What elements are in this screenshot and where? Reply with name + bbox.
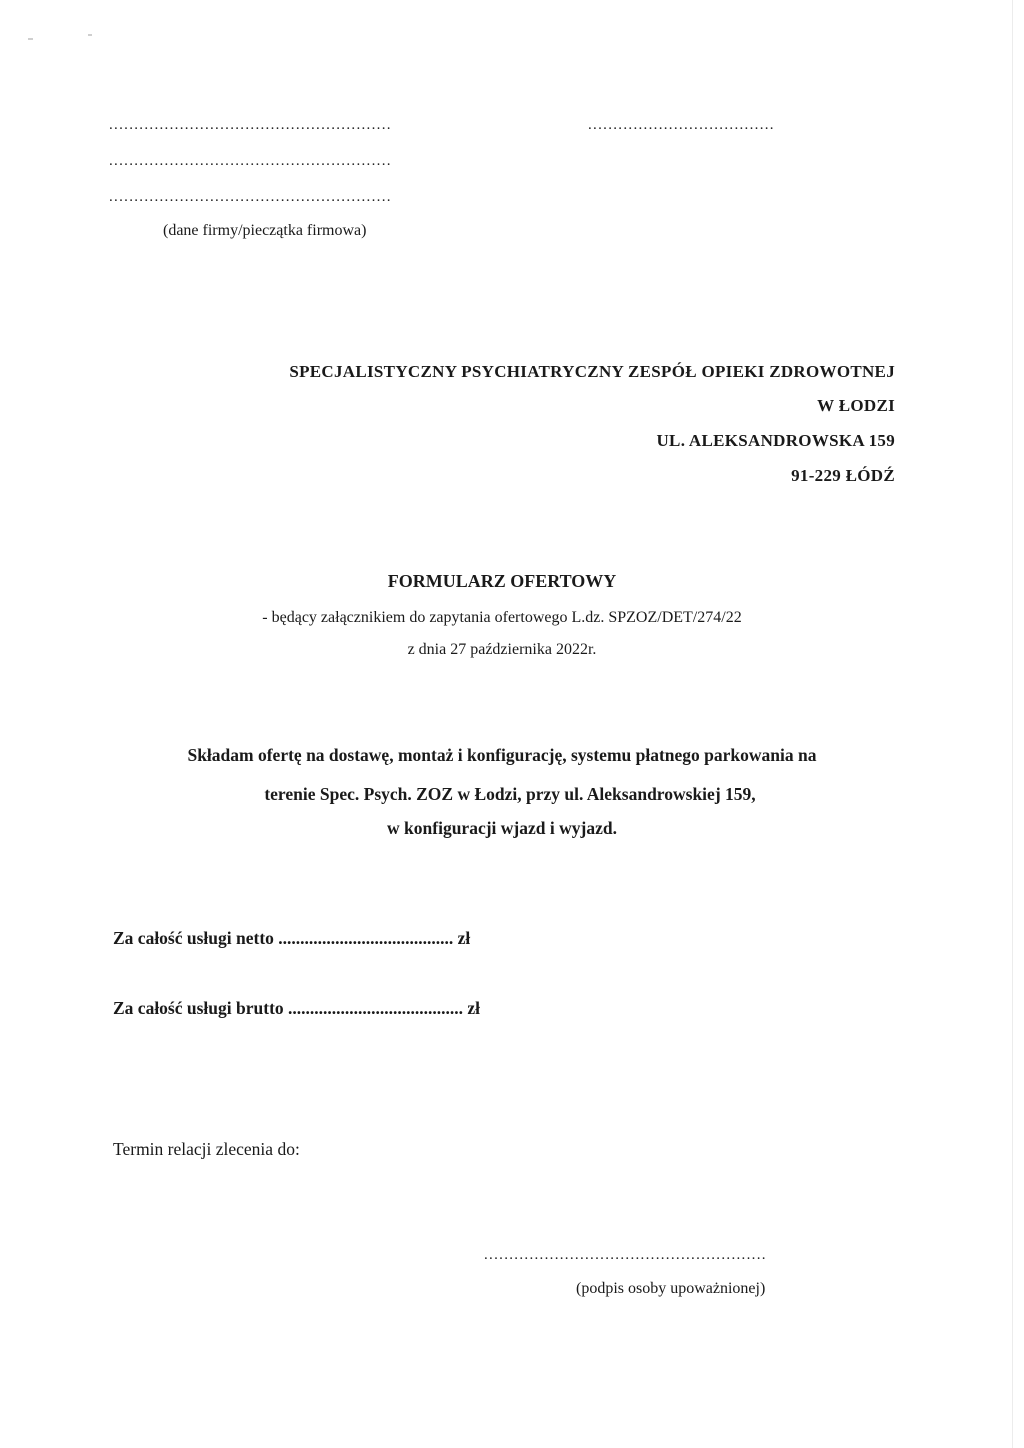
price-netto-line: Za całość usługi netto ........................................ zł: [113, 928, 471, 948]
company-caption: (dane firmy/pieczątka firmowa): [163, 222, 367, 239]
company-dots-line-3: ........................................................: [109, 189, 392, 205]
recipient-name: SPECJALISTYCZNY PSYCHIATRYCZNY ZESPÓŁ OPIEKI ZDROWOTNEJ: [289, 362, 895, 381]
recipient-city: W ŁODZI: [817, 396, 895, 415]
price-brutto-line: Za całość usługi brutto ........................................ zł: [113, 998, 481, 1018]
offer-line-2: terenie Spec. Psych. ZOZ w Łodzi, przy ul. Aleksandrowskiej 159,: [264, 784, 756, 804]
form-title: FORMULARZ OFERTOWY: [387, 571, 617, 591]
offer-line-3: w konfiguracji wjazd i wyjazd.: [387, 818, 617, 838]
recipient-postal: 91-229 ŁÓDŹ: [791, 466, 895, 485]
scan-edge-right: [1012, 0, 1013, 1448]
form-subtitle-2: z dnia 27 października 2022r.: [407, 641, 597, 658]
signature-dots: ........................................................: [484, 1247, 767, 1263]
deadline-label: Termin relacji zlecenia do:: [113, 1139, 300, 1159]
signature-caption: (podpis osoby upoważnionej): [576, 1280, 766, 1297]
scan-mark-left-2: [88, 34, 92, 36]
form-subtitle-1: - będący załącznikiem do zapytania ofertowego L.dz. SPZOZ/DET/274/22: [262, 609, 742, 626]
scan-mark-left: [28, 38, 33, 40]
date-dots-line: .....................................: [588, 117, 775, 133]
offer-line-1: Składam ofertę na dostawę, montaż i konfigurację, systemu płatnego parkowania na: [187, 745, 817, 765]
recipient-street: UL. ALEKSANDROWSKA 159: [656, 431, 895, 450]
company-dots-line-1: ........................................................: [109, 117, 392, 133]
company-dots-line-2: ........................................................: [109, 153, 392, 169]
